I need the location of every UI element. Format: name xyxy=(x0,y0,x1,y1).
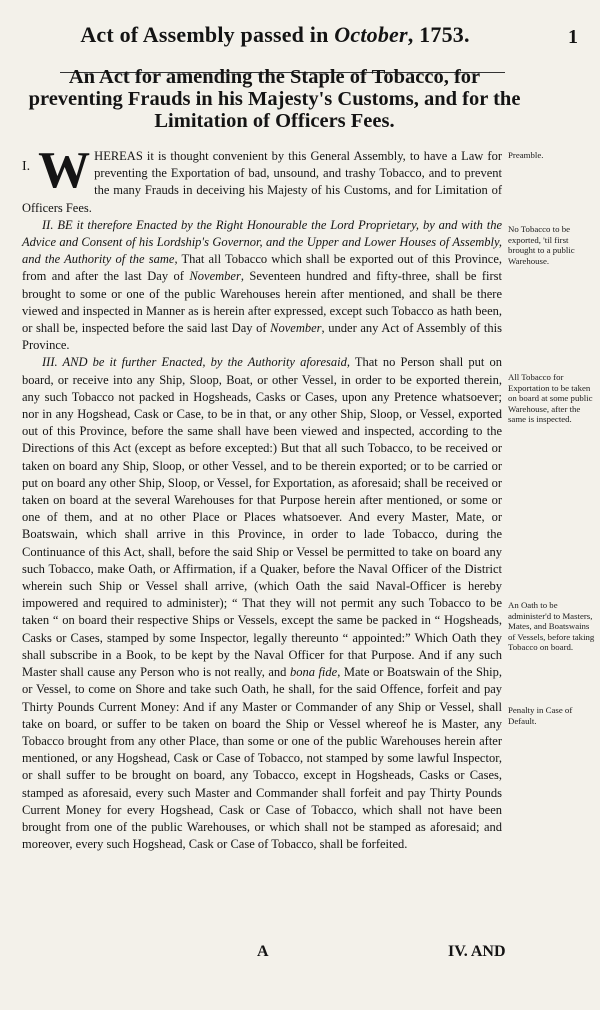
paragraph-section-2 xyxy=(22,217,502,355)
section-2-text-c: , under any Act of Assembly of this Province. xyxy=(22,321,502,353)
section-3-text-a: That no Person shall put on board, or receive into any Ship, Sloop, Boat, or other Vessel, in order to be exported therein, any such Tobacco not packed in Hogsheads, Casks or Cases, upon any Pretence whatsoever; nor in any Hogshead, Cask or Case, to be in that, or any other Ship, Sloop, or Vessel, exported out of this Province, before the same shall have been viewed and inspected, according to the Directions of this Act (except as before excepted:) But that all such Tobacco, to be received or taken on board any Ship, Sloop, or other Vessel, and to be therein exported; or to be carried or put on board any other Ship, Sloop, or Vessel, for Exportation, as aforesaid; shall be received or taken on board at the several Warehouses for that Purpose herein after mentioned, or some or one of them, and at no other Place or Places whatsoever. And every Master, Mate, or Boatswain, which shall arrive in this Province, in order to lade Tobacco, during the Continuance of this Act, shall, before the said Ship or Vessel be permitted to take on board any such Tobacco, make Oath, or Affirmation, if a Quaker, before the Naval Officer of the District wherein such Ship or Vessel shall arrive, (which Oath the said Naval-Officer is hereby impowered and required to administer); “ That they will not permit any such Tobacco to be taken “ on board their respective Ships or Vessels, except the same be packed in “ Hogsheads, Casks or Cases, stamped by some Inspector, legally thereunto “ appointed:” Which Oath they shall subscribe in a Book, to be kept by the Naval Officer for that Purpose. And if any such Master shall cause any Person who is not really, and xyxy=(22,355,502,680)
running-title-text: Act of Assembly passed in xyxy=(80,22,335,47)
paragraph-preamble xyxy=(22,142,502,217)
enacting-clause: II. BE it therefore Enacted by the Right Honourable the Lord Proprietary, by and with the Advice and Consent of his Lordship's Governor, and the Upper and Lower Houses of Assembly, and the Authority of the same, xyxy=(22,217,502,267)
section-2-month-b: November xyxy=(270,321,322,336)
section-3-text-b: , Mate or Boatswain of the Ship, or Vessel, to come on Shore and take such Oath, he shall, for the said Offence, forfeit and pay Thirty Pounds Current Money: And if any Master or Commander of any Ship or Vessel, shall take on board, or suffer to be taken on board the Ship or Vessel whereof he is Master, any Tobacco brought from any other Place, than some or one of the public Warehouses herein after mentioned, or any Hogshead, Cask or Case of Tobacco, not stamped by some lawful Inspector, or shall suffer to be brought on board, any Tobacco, except in Hogsheads, Casks or Cases, stamped as aforesaid, every such Master and Commander shall forfeit and pay Thirty Pounds Current Money for every Hogshead, Cask or Case of Tobacco, which shall not have been brought from one of the public Warehouses, or which shall not be stamped as aforesaid; and moreover, every such Hogshead, Cask or Case of Tobacco, shall be forfeited. xyxy=(22,665,503,852)
section-2-text-b: , Seventeen hundred and fifty-three, shall be first brought to some or one of the public Warehouses herein after mentioned, and shall be there viewed and inspected in Manner as is herein after expressed, except such Tobacco as hath been, or shall be, inspected before the said last Day of xyxy=(22,269,502,336)
page-footer xyxy=(0,943,600,967)
page-number: 1 xyxy=(568,26,578,48)
paragraph-section-3 xyxy=(22,354,502,853)
running-title xyxy=(70,22,480,48)
section-2-month-a: November xyxy=(189,269,241,284)
section-3-clause: III. AND be it further Enacted, by the Authority aforesaid, xyxy=(42,355,350,370)
preamble-text: HEREAS it is thought convenient by this General Assembly, to have a Law for preventing the Exportation of bad, unsound, and trashy Tobacco, and to prevent the many Frauds in deceiving his Majesty of his Customs, and for Limitation of Officers Fees. xyxy=(22,149,502,215)
drop-cap: W xyxy=(38,142,91,199)
bona-fide-term: bona fide xyxy=(289,665,338,680)
section-2-text-a: That all Tobacco which shall be exported out of this Province, from and after the last Day of xyxy=(22,252,503,284)
running-head xyxy=(0,22,600,54)
section-number: I. xyxy=(22,159,31,174)
margin-note-oath: An Oath to be administer'd to Masters, Mates, and Boatswains of Vessels, before taking Tobacco on board. xyxy=(508,600,595,652)
margin-note-all-tobacco: All Tobacco for Exportation to be taken on board at some public Warehouse, after the same is inspected. xyxy=(508,372,593,424)
running-title-month: October xyxy=(334,22,408,47)
margin-note-penalty: Penalty in Case of Default. xyxy=(508,705,573,726)
margin-note-preamble: Preamble. xyxy=(508,150,544,160)
margin-note-no-tobacco: No Tobacco to be exported, 'til first brought to a public Warehouse. xyxy=(508,224,575,266)
catchword: IV. AND xyxy=(448,943,506,960)
running-title-year: , 1753. xyxy=(407,22,470,47)
body-text xyxy=(22,142,503,853)
act-title: An Act for amending the Staple of Tobacco, for preventing Frauds in his Majesty's Customs, and for the Limitation of Officers Fees. xyxy=(28,66,521,132)
signature-mark: A xyxy=(257,943,269,960)
